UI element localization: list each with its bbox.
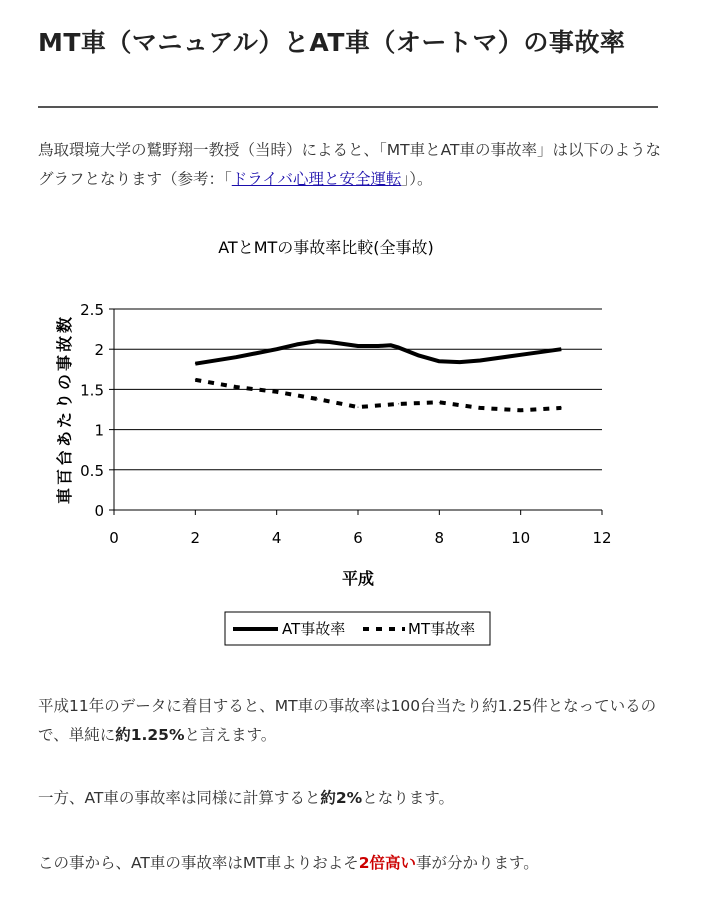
data-point [480, 360, 481, 361]
data-point [561, 349, 562, 350]
title-divider [38, 106, 658, 108]
reference-link[interactable]: ドライバ心理と安全運転 [231, 170, 402, 188]
chart-title: ATとMTの事故率比較(全事故) [218, 238, 434, 257]
intro-text-after: 」）。 [401, 170, 433, 188]
chart-legend [225, 612, 490, 645]
data-point [398, 347, 399, 348]
series-line-at [195, 341, 561, 364]
mt-text-after: と言えます。 [184, 726, 277, 744]
data-point [329, 341, 330, 342]
accident-rate-chart [38, 220, 638, 660]
y-tick-label: 2 [94, 341, 104, 360]
at-rate-paragraph [38, 784, 668, 813]
conclusion-text-before: この事から、AT車の事故率はMT車よりおよそ [38, 854, 359, 872]
y-tick-label: 1 [94, 421, 104, 440]
data-point [236, 357, 237, 358]
chart-series [195, 341, 562, 411]
legend-label-at: AT事故率 [282, 620, 346, 638]
data-point [398, 403, 399, 404]
y-tick-label: 0 [94, 502, 104, 520]
series-at [195, 341, 562, 365]
conclusion-text-after: 事が分かります。 [416, 854, 539, 872]
data-point [317, 399, 318, 400]
conclusion-paragraph [38, 849, 668, 878]
data-point [195, 379, 196, 380]
y-tick-label: 1.5 [80, 381, 104, 400]
mt-text-before: 平成11年のデータに着目すると、MT車の事故率は100台当たり約1.25件となっているので、単純に [38, 697, 657, 744]
data-point [317, 341, 318, 342]
x-tick-label: 10 [511, 529, 531, 547]
data-point [390, 345, 391, 346]
y-tick-label: 2.5 [80, 301, 104, 319]
data-point [480, 407, 481, 408]
x-tick-label: 12 [592, 529, 612, 547]
y-tick-label: 0.5 [80, 461, 104, 480]
x-axis-label: 平成 [341, 569, 375, 588]
series-line-mt [195, 380, 561, 411]
y-axis-label: 車百台あたりの事故数 [55, 313, 74, 505]
data-point [520, 354, 521, 355]
intro-paragraph [38, 136, 668, 194]
x-tick-label: 6 [353, 529, 363, 547]
data-point [419, 355, 420, 356]
data-point [276, 349, 277, 350]
x-tick-label: 8 [434, 529, 445, 547]
data-point [520, 410, 521, 411]
chart-svg [38, 220, 638, 660]
data-point [195, 363, 196, 364]
x-tick-label: 2 [190, 529, 201, 547]
data-point [439, 361, 440, 362]
data-point [297, 344, 298, 345]
series-mt [195, 379, 562, 411]
at-text-after: となります。 [362, 789, 454, 807]
data-point [236, 386, 237, 387]
data-point [276, 391, 277, 392]
mt-rate-paragraph [38, 692, 668, 750]
data-point [561, 407, 562, 408]
data-point [439, 402, 440, 403]
data-point [358, 345, 359, 346]
at-text-before: 一方、AT車の事故率は同様に計算すると [38, 789, 321, 807]
mt-rate-value: 約1.25% [115, 726, 185, 744]
data-point [358, 407, 359, 408]
at-rate-value: 約2% [320, 789, 363, 807]
x-tick-label: 0 [109, 529, 119, 547]
page-title: MT車（マニュアル）とAT車（オートマ）の事故率 [38, 28, 626, 57]
intro-text-before: 鳥取環境大学の鷲野翔一教授（当時）によると、「MT車とAT車の事故率」は以下のようなグラフとなります（参考：「 [38, 141, 661, 188]
chart-gridlines [114, 309, 602, 470]
conclusion-highlight: 2倍高い [358, 854, 417, 872]
legend-label-mt: MT事故率 [408, 620, 476, 638]
data-point [459, 362, 460, 363]
data-point [378, 345, 379, 346]
x-tick-label: 4 [271, 529, 282, 547]
